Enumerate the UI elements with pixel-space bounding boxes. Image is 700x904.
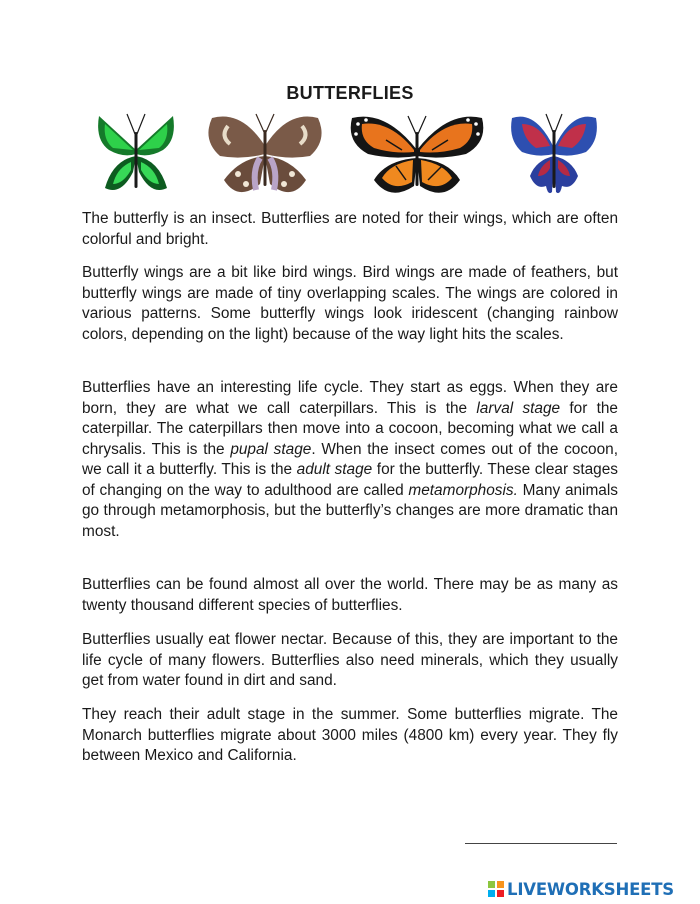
logo-text: LIVEWORKSHEETS: [507, 879, 674, 899]
term-larval-stage: larval stage: [476, 399, 561, 417]
paragraph-migration: They reach their adult stage in the summer. Some butterflies migrate. The Monarch butterflies migrate about 3000 miles (4800 km) every year. They fly between Mexico and California.: [82, 706, 618, 764]
brown-butterfly-icon: [202, 110, 328, 202]
life-cycle-text: . When the insect comes out of the cocoon, we call it a butterfly. This is the: [82, 440, 618, 478]
liveworksheets-logo-icon: [488, 881, 504, 897]
term-metamorphosis: metamorphosis.: [408, 481, 518, 499]
life-cycle-text: for the butterfly. These clear stages of changing on the way to adulthood are called: [82, 461, 618, 499]
life-cycle-text: for the caterpillar. The caterpillars then move into a cocoon, becoming what we call a chrysalis. This is the: [82, 399, 618, 458]
green-swallowtail-butterfly-icon: [93, 110, 179, 200]
monarch-butterfly-icon: [346, 110, 488, 200]
paragraph-intro: The butterfly is an insect. Butterflies are noted for their wings, which are often colorful and bright.: [82, 210, 618, 248]
paragraph-habitat: Butterflies can be found almost all over the world. There may be as many as twenty thousand different species of butterflies.: [82, 576, 618, 614]
paragraph-life-cycle: [82, 378, 618, 542]
blue-red-butterfly-icon: [506, 110, 602, 202]
liveworksheets-logo: [488, 878, 674, 900]
life-cycle-text: Butterflies have an interesting life cycle. They start as eggs. When they are born, they are what we call caterpillars. This is the: [82, 379, 618, 417]
term-adult-stage: adult stage: [296, 461, 373, 478]
page-title: BUTTERFLIES: [286, 83, 414, 103]
life-cycle-text: Many animals go through metamorphosis, but the butterfly’s changes are more dramatic than most.: [82, 481, 618, 540]
answer-line: [465, 843, 617, 844]
term-pupal-stage: pupal stage: [230, 440, 312, 458]
paragraph-wings: Butterfly wings are a bit like bird wings. Bird wings are made of feathers, but butterfly wings are made of tiny overlapping scales. The wings are colored in various patterns. Some butterfly wings look iridescent (changing rainbow colors, depending on the light) because of the way light hits the scales.: [82, 264, 618, 343]
butterfly-illustrations: [0, 110, 700, 206]
paragraph-diet: Butterflies usually eat flower nectar. Because of this, they are important to the life cycle of many flowers. Butterflies also need minerals, which they usually get from water found in dirt and sand.: [82, 631, 618, 689]
